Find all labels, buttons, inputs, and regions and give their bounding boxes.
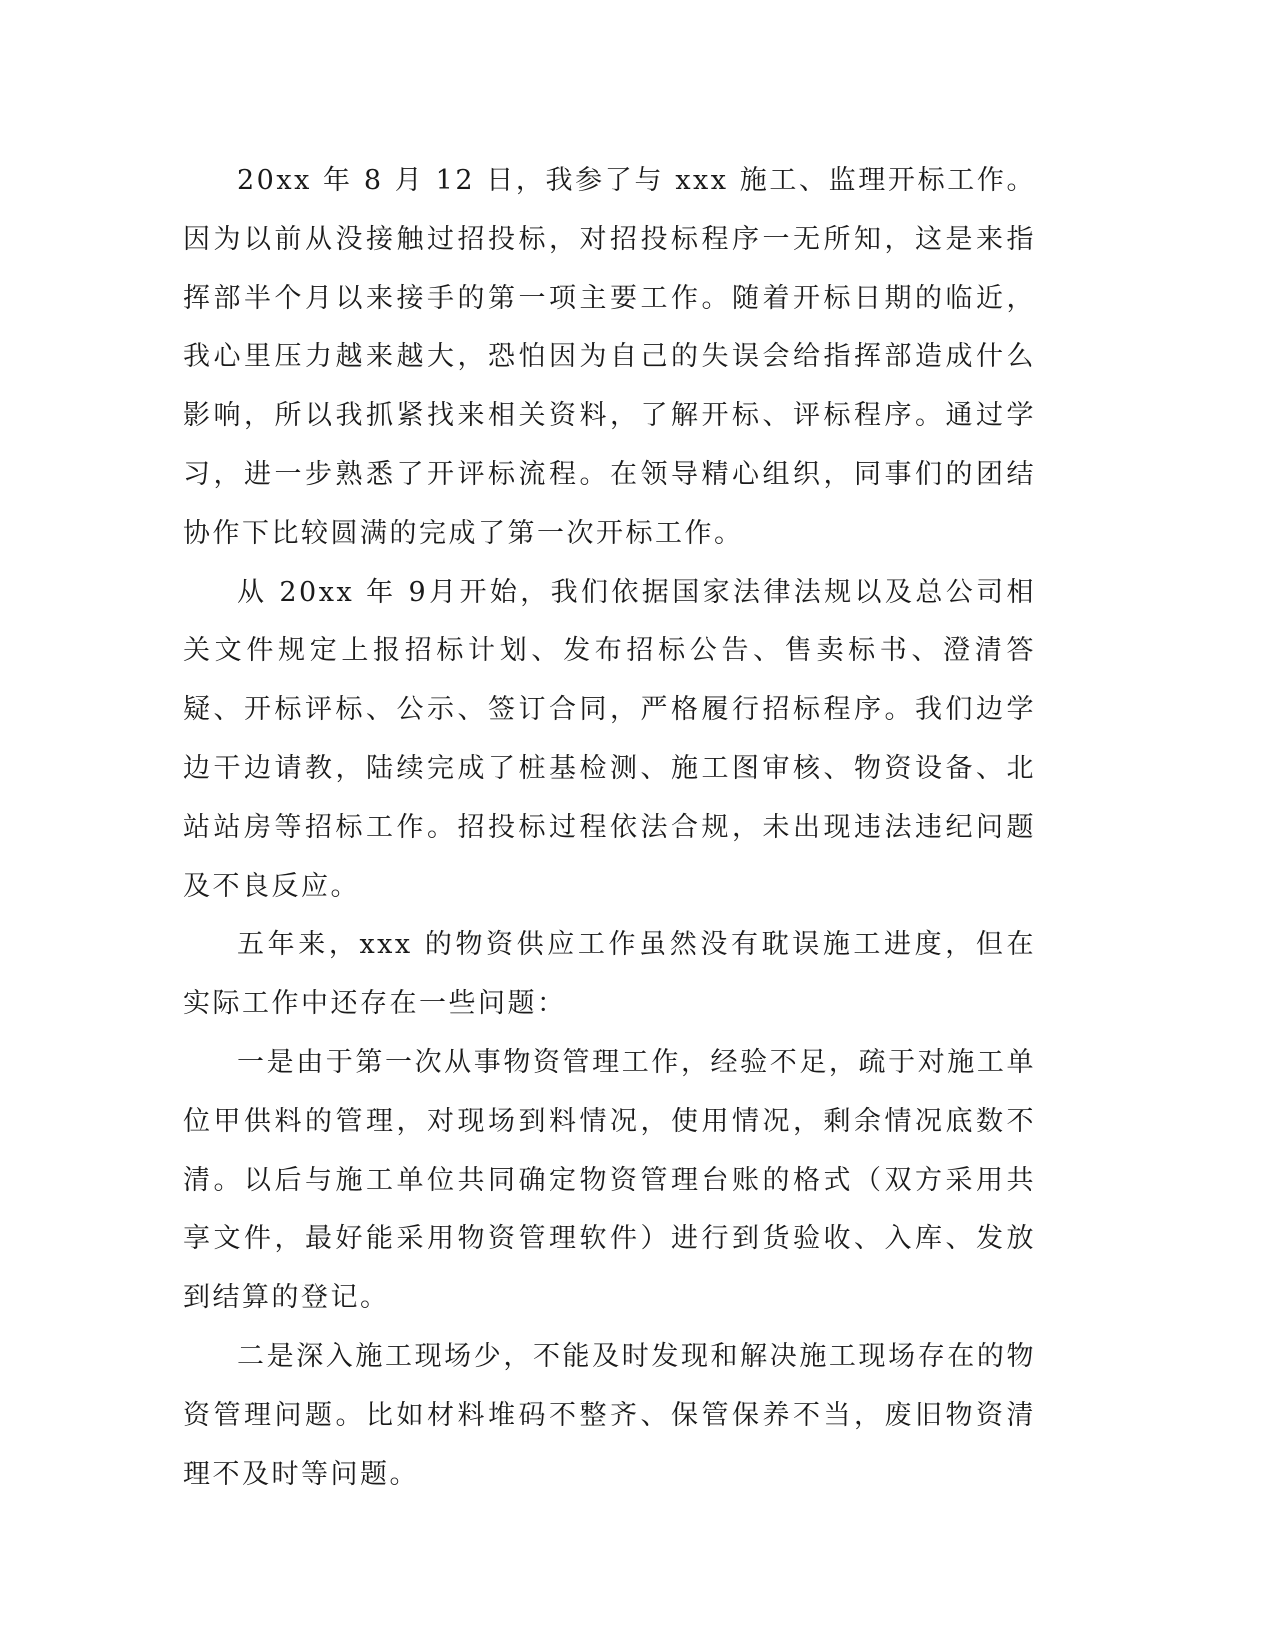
paragraph-problem-one: 一是由于第一次从事物资管理工作，经验不足，疏于对施工单位甲供料的管理，对现场到料情况，使用情况，剩余情况底数不清。以后与施工单位共同确定物资管理台账的格式（双方采用共享文件，最好能采用物资管理软件）进行到货验收、入库、发放到结算的登记。 [183,1046,1036,1314]
document-body [183,152,1036,1504]
paragraph-problem-two: 二是深入施工现场少，不能及时发现和解决施工现场存在的物资管理问题。比如材料堆码不整齐、保管保养不当，废旧物资清理不及时等问题。 [183,1340,1036,1490]
paragraph-problems-intro: 五年来，xxx 的物资供应工作虽然没有耽误施工进度，但在实际工作中还存在一些问题： [183,929,1036,1020]
paragraph-tendering-process: 从 20xx 年 9月开始，我们依据国家法律法规以及总公司相关文件规定上报招标计划、发布招标公告、售卖标书、澄清答疑、开标评标、公示、签订合同，严格履行招标程序。我们边学边干边请教，陆续完成了桩基检测、施工图审核、物资设备、北站站房等招标工作。招投标过程依法合规，未出现违法违纪问题及不良反应。 [183,576,1036,902]
paragraph-bid-opening: 20xx 年 8 月 12 日，我参了与 xxx 施工、监理开标工作。因为以前从没接触过招投标，对招投标程序一无所知，这是来指挥部半个月以来接手的第一项主要工作。随着开标日期的临近，我心里压力越来越大，恐怕因为自己的失误会给指挥部造成什么影响，所以我抓紧找来相关资料，了解开标、评标程序。通过学习，进一步熟悉了开评标流程。在领导精心组织，同事们的团结协作下比较圆满的完成了第一次开标工作。 [183,165,1036,549]
